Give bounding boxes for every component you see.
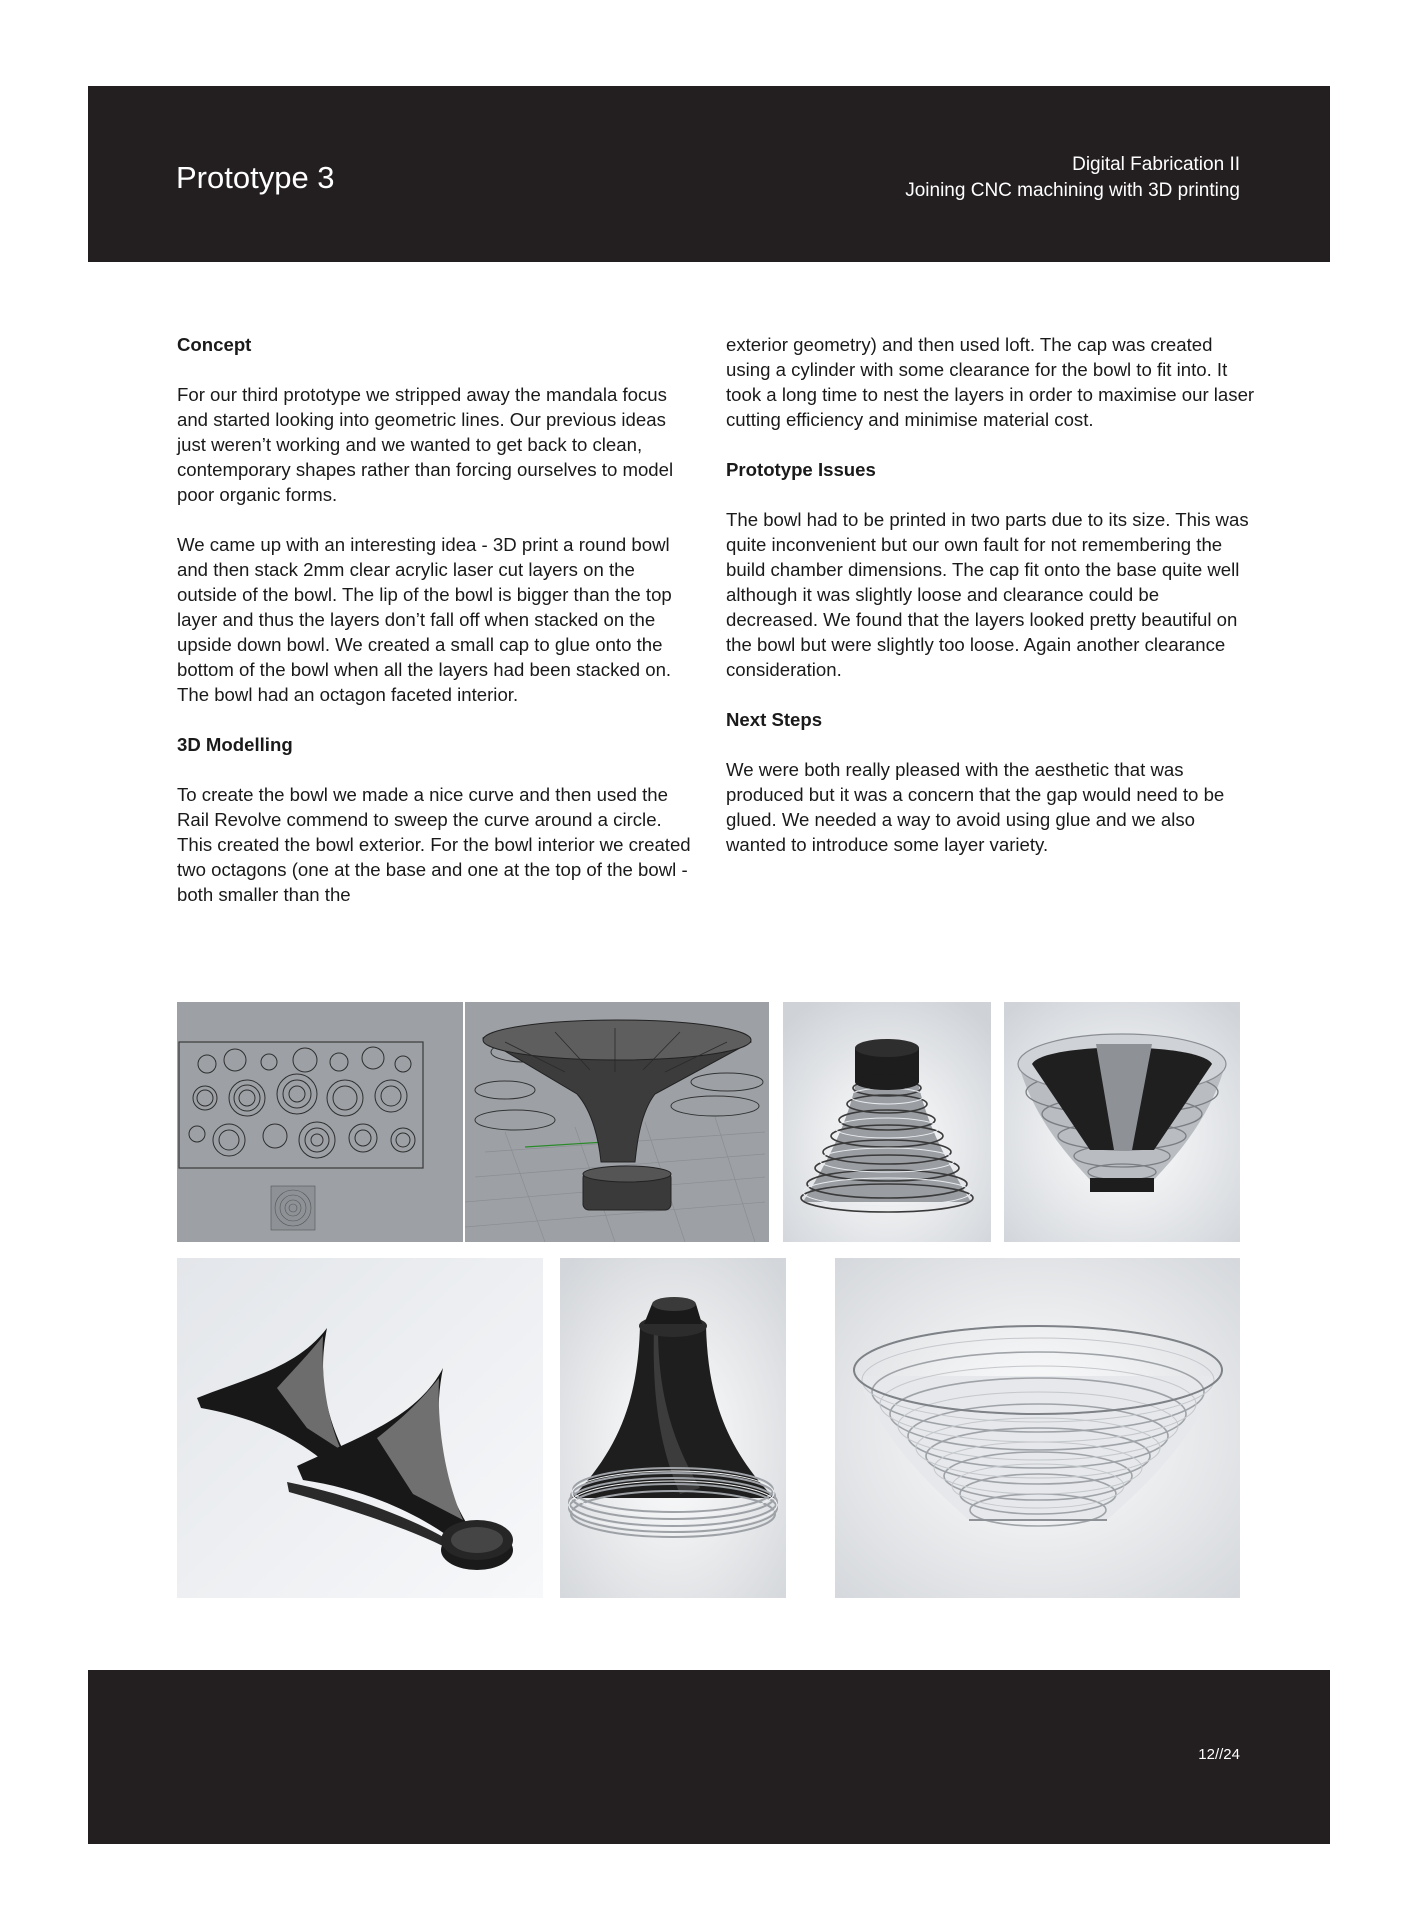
left-column — [177, 332, 697, 932]
next-steps-paragraph: We were both really pleased with the aesthetic that was produced but it was a concern that the gap would need to be glued. We needed a way to avoid using glue and we also wanted to introduce some layer variety. — [726, 759, 1225, 855]
modelling-paragraph-2: exterior geometry) and then used loft. The cap was created using a cylinder with some clearance for the bowl to fit into. It took a long time to nest the layers in order to maximise our laser cutting efficiency and minimise material cost. — [726, 334, 1255, 430]
stacked-layers-photo — [783, 1002, 991, 1242]
page-title: Prototype 3 — [176, 160, 335, 195]
next-steps-heading: Next Steps — [726, 709, 823, 730]
page-number: 12//24 — [1198, 1746, 1240, 1763]
issues-paragraph: The bowl had to be printed in two parts due to its size. This was quite inconvenient but our own fault for not remembering the build chamber dimensions. The cap fit onto the base quite well although it was slightly loose and clearance could be decreased. We found that the layers looked pretty beautiful on the bowl but were slightly too loose. Again another clearance consideration. — [726, 509, 1249, 680]
concept-paragraph-1: For our third prototype we stripped away the mandala focus and started looking into geometric lines. Our previous ideas just weren’t working and we wanted to get back to clean, contemporary shapes rather than forcing ourselves to model poor organic forms. — [177, 384, 674, 505]
modelling-heading: 3D Modelling — [177, 734, 293, 755]
issues-heading: Prototype Issues — [726, 459, 876, 480]
3d-model-render-image — [465, 1002, 769, 1242]
concept-paragraph-2: We came up with an interesting idea - 3D print a round bowl and then stack 2mm clear acrylic laser cut layers on the outside of the bowl. The lip of the bowl is bigger than the top layer and thus the layers don’t fall off when stacked on the upside down bowl. We created a small cap to glue onto the bottom of the bowl when all the layers had been stacked on. The bowl had an octagon faceted interior. — [177, 534, 672, 705]
layers-on-black-bowl-photo — [560, 1258, 786, 1598]
bowl-interior-photo — [1004, 1002, 1240, 1242]
modelling-paragraph-1: To create the bowl we made a nice curve and then used the Rail Revolve commend to sweep the curve around a circle. This created the bowl exterior. For the bowl interior we created two octagons (one at the base and one at the top of the bowl - both smaller than the — [177, 784, 691, 905]
clear-acrylic-bowl-photo — [835, 1258, 1240, 1598]
header-band — [88, 86, 1330, 262]
right-column — [726, 332, 1256, 882]
laser-cut-layout-image — [177, 1002, 463, 1242]
printed-parts-photo — [177, 1258, 543, 1598]
footer-band — [88, 1670, 1330, 1844]
project-name: Joining CNC machining with 3D printing — [905, 180, 1240, 201]
concept-heading: Concept — [177, 334, 252, 355]
course-name: Digital Fabrication II — [1072, 154, 1240, 175]
header-subtitle — [905, 152, 1240, 204]
